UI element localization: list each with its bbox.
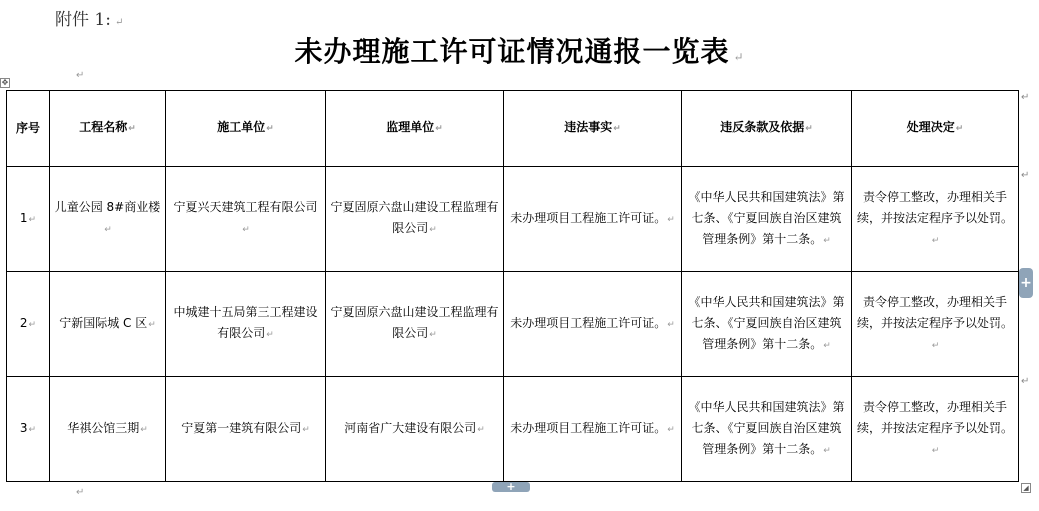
add-row-button[interactable] [1019, 268, 1033, 298]
cell-decision[interactable]: 责令停工整改，办理相关手续，并按法定程序予以处罚。↵ [852, 167, 1019, 272]
cell-violated-clauses[interactable]: 《中华人民共和国建筑法》第七条、《宁夏回族自治区建筑管理条例》第十二条。↵ [682, 272, 852, 377]
cell-index[interactable]: 3↵ [7, 377, 50, 482]
attachment-text: 附件 1: [55, 10, 111, 30]
add-column-button[interactable] [492, 482, 530, 492]
move-glyph: ✥ [1, 78, 9, 87]
paragraph-mark-icon: ↵ [76, 70, 85, 81]
report-table [6, 90, 1019, 482]
cell-index[interactable]: 1↵ [7, 167, 50, 272]
attachment-label [55, 5, 123, 30]
cell-violation-facts[interactable]: 未办理项目工程施工许可证。↵ [504, 272, 682, 377]
cell-construction-unit[interactable]: 中城建十五局第三工程建设有限公司↵ [166, 272, 326, 377]
header-project-name: 工程名称↵ [50, 91, 166, 167]
header-decision: 处理决定↵ [852, 91, 1019, 167]
paragraph-mark-icon: ↵ [733, 50, 745, 64]
cell-violated-clauses[interactable]: 《中华人民共和国建筑法》第七条、《宁夏回族自治区建筑管理条例》第十二条。↵ [682, 377, 852, 482]
title-text: 未办理施工许可证情况通报一览表 [294, 35, 730, 68]
cell-violation-facts[interactable]: 未办理项目工程施工许可证。↵ [504, 167, 682, 272]
table-row [7, 167, 1019, 272]
table-move-icon[interactable] [0, 78, 10, 88]
plus-icon: + [506, 480, 516, 493]
cell-supervision-unit[interactable]: 河南省广大建设有限公司↵ [326, 377, 504, 482]
cell-construction-unit[interactable]: 宁夏第一建筑有限公司↵ [166, 377, 326, 482]
row-end-mark-icon: ↵ [1021, 92, 1030, 103]
header-index: 序号 [7, 91, 50, 167]
resize-glyph: ◢ [1023, 484, 1029, 492]
cell-project-name[interactable]: 宁新国际城 C 区↵ [50, 272, 166, 377]
header-supervision-unit: 监理单位↵ [326, 91, 504, 167]
header-violation-facts: 违法事实↵ [504, 91, 682, 167]
paragraph-mark-icon: ↵ [76, 487, 85, 498]
table-row [7, 377, 1019, 482]
header-violated-clauses: 违反条款及依据↵ [682, 91, 852, 167]
cell-decision[interactable]: 责令停工整改，办理相关手续，并按法定程序予以处罚。↵ [852, 377, 1019, 482]
paragraph-mark-icon: ↵ [114, 17, 124, 28]
cell-index[interactable]: 2↵ [7, 272, 50, 377]
cell-supervision-unit[interactable]: 宁夏固原六盘山建设工程监理有限公司↵ [326, 167, 504, 272]
table-resize-icon[interactable] [1021, 483, 1031, 493]
plus-icon: + [1020, 275, 1032, 291]
header-construction-unit: 施工单位↵ [166, 91, 326, 167]
row-end-mark-icon: ↵ [1021, 376, 1030, 387]
cell-decision[interactable]: 责令停工整改，办理相关手续，并按法定程序予以处罚。↵ [852, 272, 1019, 377]
cell-project-name[interactable]: 华祺公馆三期↵ [50, 377, 166, 482]
table-row [7, 272, 1019, 377]
cell-project-name[interactable]: 儿童公园 8#商业楼↵ [50, 167, 166, 272]
cell-construction-unit[interactable]: 宁夏兴天建筑工程有限公司↵ [166, 167, 326, 272]
cell-violated-clauses[interactable]: 《中华人民共和国建筑法》第七条、《宁夏回族自治区建筑管理条例》第十二条。↵ [682, 167, 852, 272]
table-header-row [7, 91, 1019, 167]
page-title [0, 30, 1039, 70]
cell-supervision-unit[interactable]: 宁夏固原六盘山建设工程监理有限公司↵ [326, 272, 504, 377]
row-end-mark-icon: ↵ [1021, 170, 1030, 181]
cell-violation-facts[interactable]: 未办理项目工程施工许可证。↵ [504, 377, 682, 482]
